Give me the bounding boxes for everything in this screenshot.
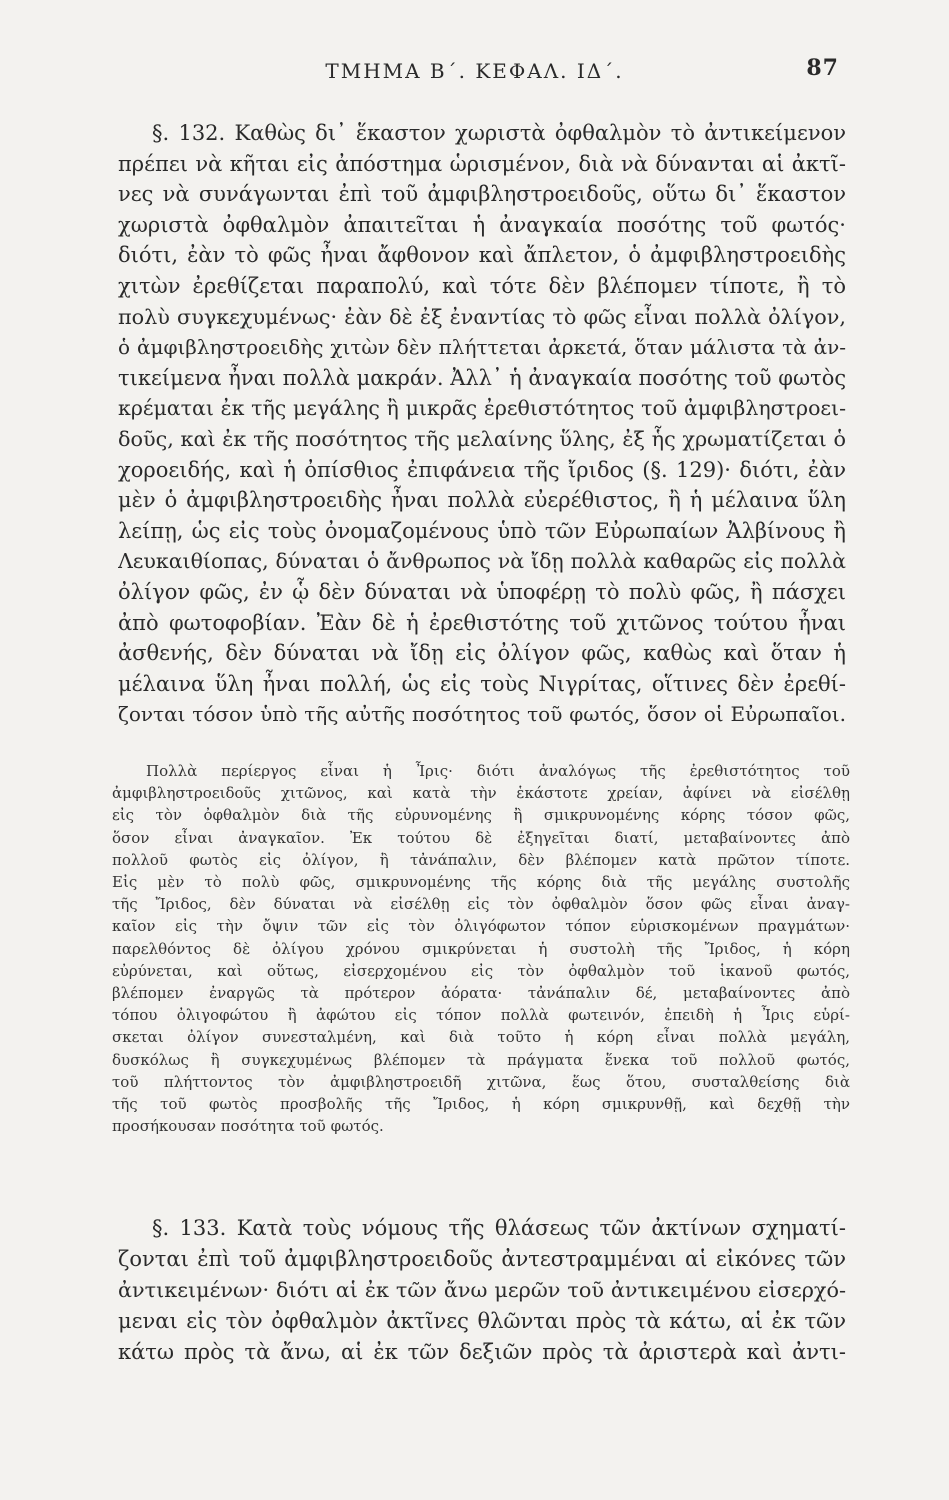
note-line: σκεται ὀλίγον συνεσταλμένη, καὶ διὰ τοῦτο ἡ κόρη εἶναι πολλὰ μεγάλη, xyxy=(112,1028,850,1047)
text-line: τικείμενα ἦναι πολλὰ μακράν. Ἀλλ᾽ ἡ ἀναγκαία ποσότης τοῦ φωτὸς xyxy=(118,365,846,390)
note-paragraph xyxy=(112,760,850,1137)
text-line: ζονται τόσον ὑπὸ τῆς αὐτῆς ποσότητος τοῦ φωτός, ὅσον οἱ Εὐρωπαῖοι. xyxy=(118,702,846,727)
note-line: καῖον εἰς τὴν ὄψιν τῶν εἰς τὸν ὀλιγόφωτον τόπον εὑρισκομένων πραγμάτων· xyxy=(112,917,850,936)
note-line: τόπου ὀλιγοφώτου ἢ ἀφώτου εἰς τόπον πολλὰ φωτεινόν, ἐπειδὴ ἡ Ἶρις εὑρί- xyxy=(112,1006,850,1025)
text-line: ὀλίγον φῶς, ἐν ᾧ δὲν δύναται νὰ ὑποφέρῃ τὸ πολὺ φῶς, ἢ πάσχει xyxy=(118,579,846,604)
text-line: ἀπὸ φωτοφοβίαν. Ἐὰν δὲ ἡ ἐρεθιστότης τοῦ χιτῶνος τούτου ἦναι xyxy=(118,610,846,635)
page-header xyxy=(0,55,949,91)
text-line: πρέπει νὰ κῆται εἰς ἀπόστημα ὡρισμένον, διὰ νὰ δύνανται αἱ ἀκτῖ- xyxy=(118,151,846,176)
note-line: Πολλὰ περίεργος εἶναι ἡ Ἶρις· διότι ἀναλόγως τῆς ἐρεθιστότητος τοῦ xyxy=(146,762,850,780)
text-line: κρέμαται ἐκ τῆς μεγάλης ἢ μικρᾶς ἐρεθιστότητος τοῦ ἀμφιβληστροει- xyxy=(118,396,846,421)
note-line: τοῦ πλήττοντος τὸν ἀμφιβληστροειδῆ χιτῶνα, ἕως ὅτου, συσταλθείσης διὰ xyxy=(112,1072,850,1091)
text-line: §. 133. Κατὰ τοὺς νόμους τῆς θλάσεως τῶν ἀκτίνων σχηματί- xyxy=(152,1216,846,1240)
text-line: διότι, ἐὰν τὸ φῶς ἦναι ἄφθονον καὶ ἄπλετον, ὁ ἀμφιβληστροειδὴς xyxy=(118,243,846,268)
text-line: μεναι εἰς τὸν ὀφθαλμὸν ἀκτῖνες θλῶνται πρὸς τὰ κάτω, αἱ ἐκ τῶν xyxy=(118,1309,846,1333)
note-line: προσήκουσαν ποσότητα τοῦ φωτός. xyxy=(112,1117,384,1136)
section-133 xyxy=(118,1213,846,1368)
note-line: δυσκόλως ἢ συγκεχυμένως βλέπομεν τὰ πράγματα ἕνεκα τοῦ πολλοῦ φωτός, xyxy=(112,1050,850,1069)
text-line: ζονται ἐπὶ τοῦ ἀμφιβληστροειδοῦς ἀντεστραμμέναι αἱ εἰκόνες τῶν xyxy=(118,1247,846,1271)
text-line: §. 132. Καθὼς δι᾽ ἕκαστον χωριστὰ ὀφθαλμὸν τὸ ἀντικείμενον xyxy=(152,121,846,145)
text-line: Λευκαιθίοπας, δύναται ὁ ἄνθρωπος νὰ ἴδῃ πολλὰ καθαρῶς εἰς πολλὰ xyxy=(118,549,846,574)
note-line: βλέπομεν ἐναργῶς τὰ πρότερον ἀόρατα· τἀνάπαλιν δέ, μεταβαίνοντες ἀπὸ xyxy=(112,984,850,1003)
text-line: κάτω πρὸς τὰ ἄνω, αἱ ἐκ τῶν δεξιῶν πρὸς τὰ ἀριστερὰ καὶ ἀντι- xyxy=(118,1340,846,1364)
note-line: πολλοῦ φωτὸς εἰς ὀλίγον, ἢ τἀνάπαλιν, δὲν βλέπομεν κατὰ πρῶτον τίποτε. xyxy=(112,850,850,869)
text-line: χιτὼν ἐρεθίζεται παραπολύ, καὶ τότε δὲν βλέπομεν τίποτε, ἢ τὸ xyxy=(118,273,846,298)
note-line: εὐρύνεται, καὶ οὕτως, εἰσερχομένου εἰς τὸν ὀφθαλμὸν τοῦ ἱκανοῦ φωτός, xyxy=(112,961,850,980)
note-line: εἰς τὸν ὀφθαλμὸν διὰ τῆς εὐρυνομένης ἢ σμικρυνομένης κόρης τόσον φῶς, xyxy=(112,806,850,825)
text-line: πολὺ συγκεχυμένως· ἐὰν δὲ ἐξ ἐναντίας τὸ φῶς εἶναι πολλὰ ὀλίγον, xyxy=(118,304,846,329)
text-line: μὲν ὁ ἀμφιβληστροειδὴς ἦναι πολλὰ εὐερέθιστος, ἢ ἡ μέλαινα ὕλη xyxy=(118,488,846,513)
text-line: ὁ ἀμφιβληστροειδὴς χιτὼν δὲν πλήττεται ἀρκετά, ὅταν μάλιστα τὰ ἀν- xyxy=(118,335,846,360)
text-line: νες νὰ συνάγωνται ἐπὶ τοῦ ἀμφιβληστροειδοῦς, οὕτω δι᾽ ἕκαστον xyxy=(118,182,846,207)
note-line: τῆς Ἴριδος, δὲν δύναται νὰ εἰσέλθῃ εἰς τὸν ὀφθαλμὸν ὅσον φῶς εἶναι ἀναγ- xyxy=(112,895,850,914)
note-line: ἀμφιβληστροειδοῦς χιτῶνος, καὶ κατὰ τὴν ἑκάστοτε χρείαν, ἀφίνει νὰ εἰσέλθῃ xyxy=(112,784,850,803)
note-line: παρελθόντος δὲ ὀλίγου χρόνου σμικρύνεται ἡ συστολὴ τῆς Ἴριδος, ἡ κόρη xyxy=(112,939,850,958)
running-head: ΤΜΗΜΑ Β΄. ΚΕΦΑΛ. ΙΔ΄. xyxy=(325,59,624,83)
note-line: Εἰς μὲν τὸ πολὺ φῶς, σμικρυνομένης τῆς κόρης διὰ τῆς μεγάλης συστολῆς xyxy=(112,873,850,892)
text-line: δοῦς, καὶ ἐκ τῆς ποσότητος τῆς μελαίνης ὕλης, ἐξ ἧς χρωματίζεται ὁ xyxy=(118,426,846,451)
page-number: 87 xyxy=(806,55,839,81)
note-line: τῆς τοῦ φωτὸς προσβολῆς τῆς Ἴριδος, ἡ κόρη σμικρυνθῇ, καὶ δεχθῇ τὴν xyxy=(112,1095,850,1114)
note-line: ὅσον εἶναι ἀναγκαῖον. Ἐκ τούτου δὲ ἐξηγεῖται διατί, μεταβαίνοντες ἀπὸ xyxy=(112,828,850,847)
text-line: χωριστὰ ὀφθαλμὸν ἀπαιτεῖται ἡ ἀναγκαία ποσότης τοῦ φωτός· xyxy=(118,212,846,237)
text-line: χοροειδής, καὶ ἡ ὀπίσθιος ἐπιφάνεια τῆς ἴριδος (§. 129)· διότι, ἐὰν xyxy=(118,457,846,482)
text-line: μέλαινα ὕλη ἦναι πολλή, ὡς εἰς τοὺς Νιγρίτας, οἵτινες δὲν ἐρεθί- xyxy=(118,671,846,696)
text-line: ἀσθενής, δὲν δύναται νὰ ἴδῃ εἰς ὀλίγον φῶς, καθὼς καὶ ὅταν ἡ xyxy=(118,641,846,666)
text-line: ἀντικειμένων· διότι αἱ ἐκ τῶν ἄνω μερῶν τοῦ ἀντικειμένου εἰσερχό- xyxy=(118,1278,846,1302)
section-132 xyxy=(118,118,846,730)
text-line: λείπῃ, ὡς εἰς τοὺς ὀνομαζομένους ὑπὸ τῶν Εὐρωπαίων Ἀλβίνους ἢ xyxy=(118,518,846,543)
